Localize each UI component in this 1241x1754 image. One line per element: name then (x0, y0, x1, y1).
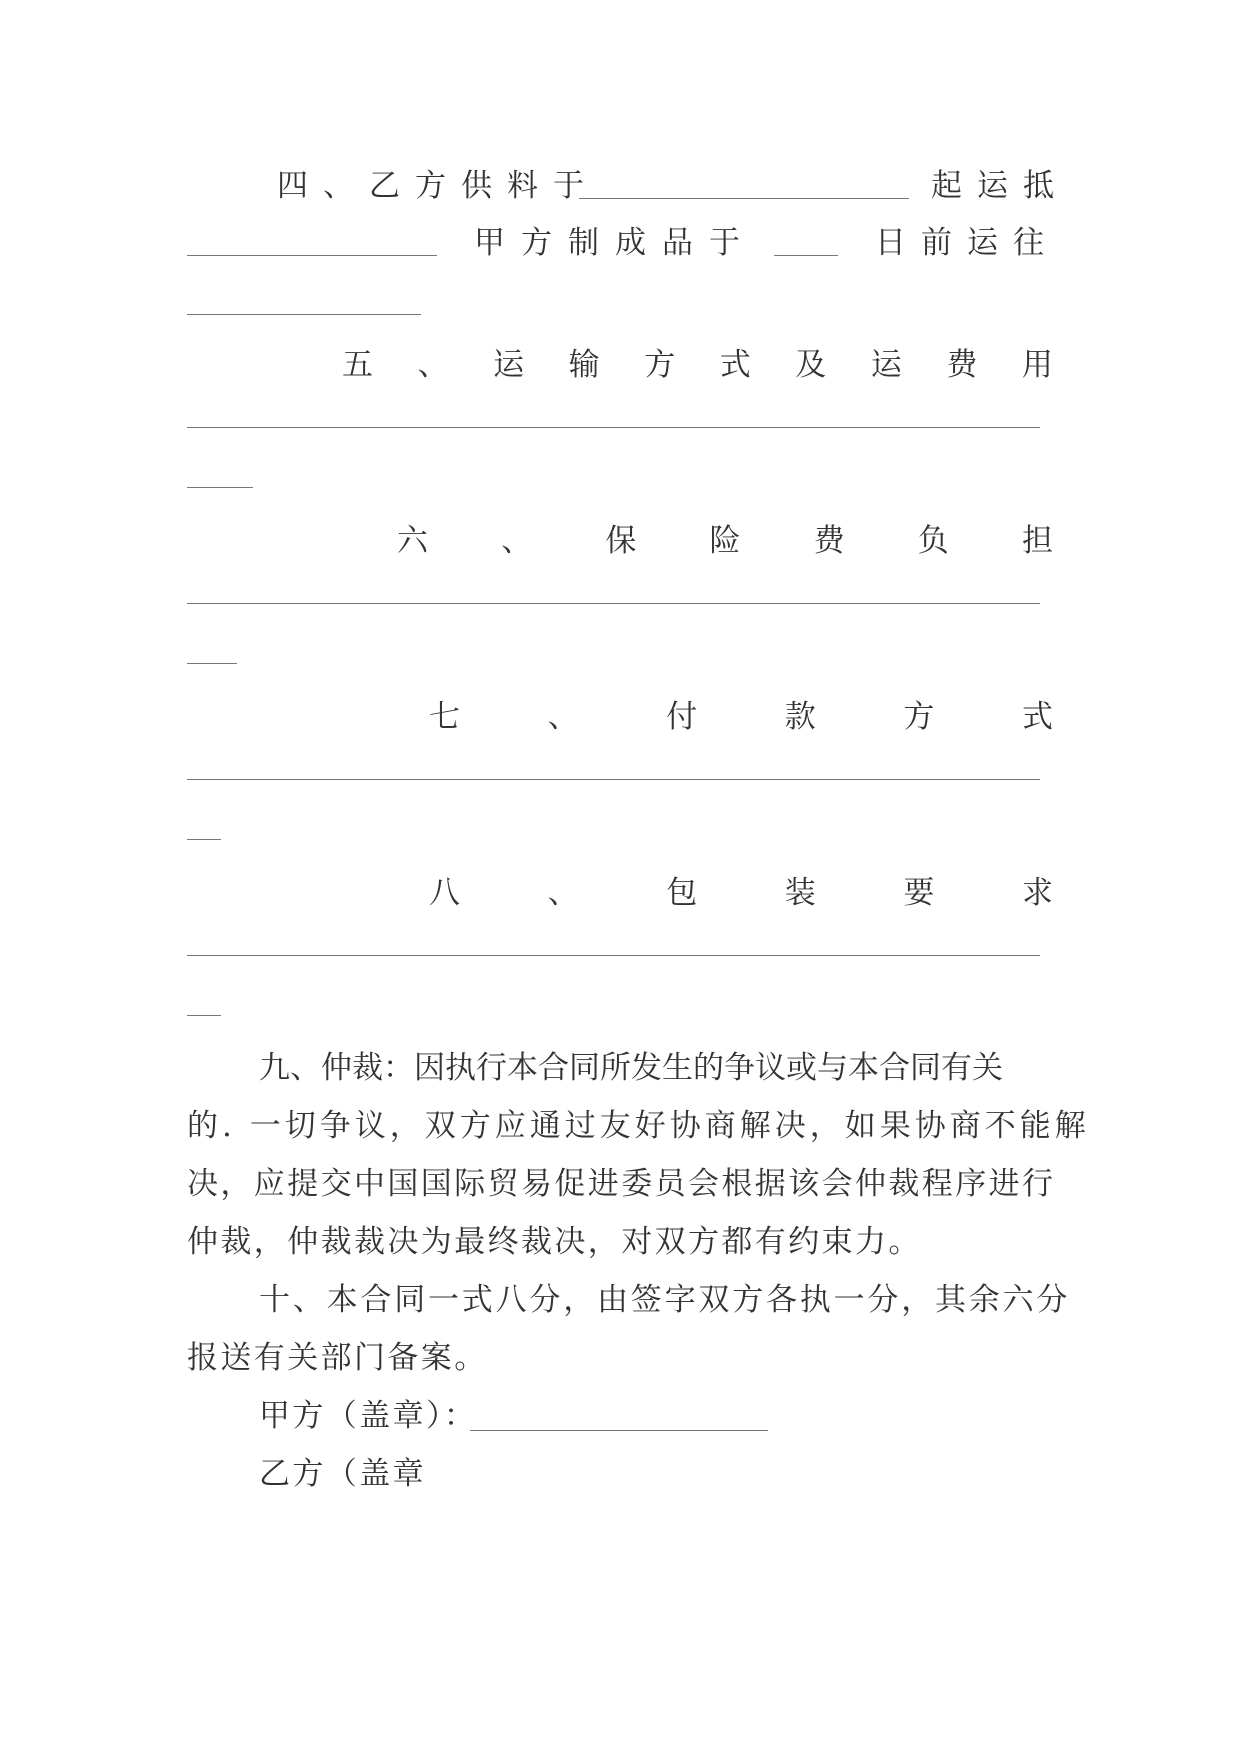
packaging-blank-line-1 (187, 955, 1040, 956)
clause-4-text-a: 四、乙方供料于 (277, 168, 599, 204)
clause-4-text-d: 日前运往 (875, 225, 1059, 261)
destination-blank (187, 255, 437, 256)
clause-9-line-1: 九、仲裁：因执行本合同所发生的争议或与本合同有关 (259, 1050, 1003, 1086)
insurance-blank-line-1 (187, 603, 1040, 604)
clause-4-line-2 (187, 223, 1059, 263)
payment-blank-line-2 (187, 839, 221, 840)
clause-9-line-2: 的. 一切争议，双方应通过友好协商解决，如果协商不能解 (187, 1108, 1090, 1144)
party-b-label: 乙方（盖章 (259, 1456, 426, 1492)
clause-6-heading: 六 、 保 险 费 负 担 (397, 523, 1053, 559)
party-b-signature-line (259, 1454, 1053, 1494)
transport-blank-line-1 (187, 427, 1040, 428)
payment-blank-line-1 (187, 779, 1040, 780)
clause-4-text-b: 起运抵 (931, 168, 1069, 204)
party-a-label: 甲方（盖章）： (259, 1398, 478, 1434)
clause-4-line-1 (277, 166, 1069, 206)
clause-10-line-2: 报送有关部门备案。 (187, 1340, 488, 1376)
clause-4-text-c: 甲方制成品于 (474, 225, 756, 261)
supply-location-blank (579, 198, 909, 199)
packaging-blank-line-2 (187, 1015, 221, 1016)
transport-blank-line-2 (187, 487, 253, 488)
clause-9-line-4: 仲裁，仲裁裁决为最终裁决，对双方都有约束力。 (187, 1224, 922, 1260)
clause-5-heading: 五 、 运 输 方 式 及 运 费 用 (342, 347, 1053, 383)
clause-9-line-3: 决，应提交中国国际贸易促进委员会根据该会仲裁程序进行 (187, 1166, 1056, 1202)
ship-to-blank (187, 314, 421, 315)
clause-10-line-1: 十、本合同一式八分，由签字双方各执一分，其余六分 (259, 1282, 1071, 1318)
date-blank (774, 255, 838, 256)
clause-8-heading: 八 、 包 装 要 求 (429, 875, 1053, 911)
party-a-seal-blank[interactable] (470, 1430, 768, 1431)
insurance-blank-line-2 (187, 663, 237, 664)
clause-7-heading: 七 、 付 款 方 式 (429, 699, 1053, 735)
